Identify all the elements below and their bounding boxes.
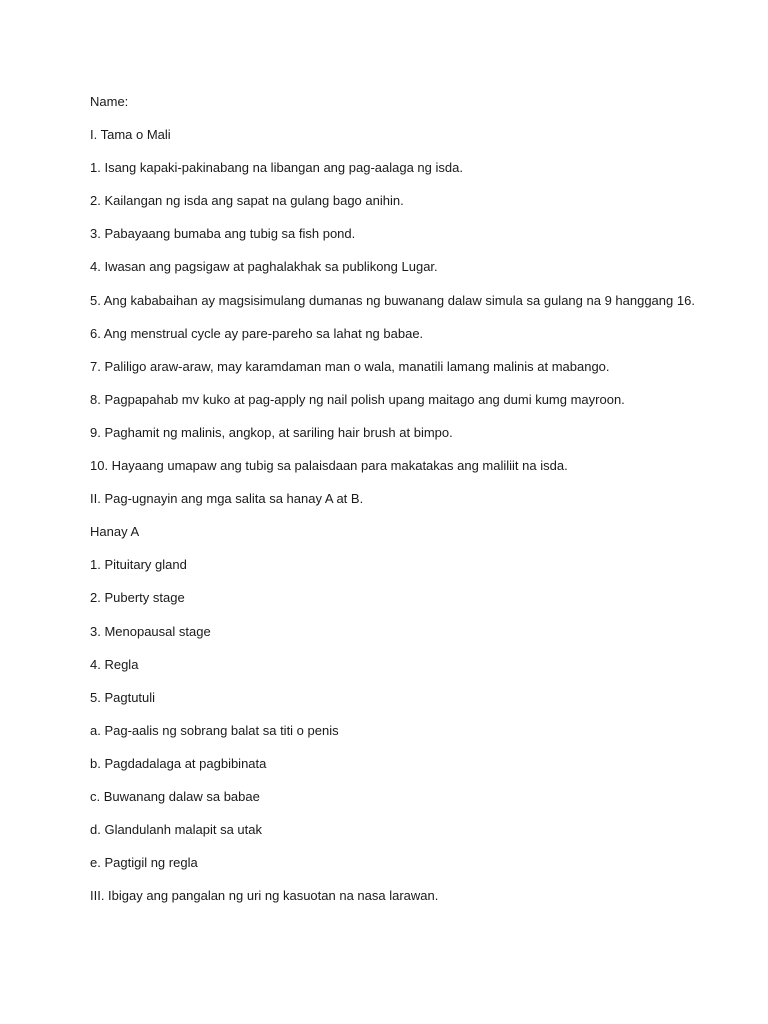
tama-o-mali-item: 1. Isang kapaki-pakinabang na libangan ang pag-aalaga ng isda. (90, 160, 463, 176)
hanay-a-item: 1. Pituitary gland (90, 557, 187, 573)
tama-o-mali-item: 2. Kailangan ng isda ang sapat na gulang bago anihin. (90, 193, 404, 209)
tama-o-mali-item: 10. Hayaang umapaw ang tubig sa palaisdaan para makatakas ang maliliit na isda. (90, 458, 568, 474)
section1-heading: I. Tama o Mali (90, 127, 171, 143)
hanay-a-item: 5. Pagtutuli (90, 689, 156, 705)
hanay-b-item: e. Pagtigil ng regla (90, 855, 198, 871)
hanay-a-item: 3. Menopausal stage (90, 623, 211, 639)
document-content (90, 93, 730, 920)
hanay-b-item: c. Buwanang dalaw sa babae (90, 788, 260, 804)
tama-o-mali-item: 8. Pagpapahab mv kuko at pag-apply ng nail polish upang maitago ang dumi kumg mayroon. (90, 391, 625, 407)
hanay-a-label: Hanay A (90, 524, 140, 540)
hanay-b-item: b. Pagdadalaga at pagbibinata (90, 755, 267, 771)
tama-o-mali-item: 3. Pabayaang bumaba ang tubig sa fish pond. (90, 226, 356, 242)
hanay-b-item: d. Glandulanh malapit sa utak (90, 822, 262, 838)
section3-heading: III. Ibigay ang pangalan ng uri ng kasuotan na nasa larawan. (90, 888, 439, 904)
tama-o-mali-item: 6. Ang menstrual cycle ay pare-pareho sa lahat ng babae. (90, 325, 424, 341)
tama-o-mali-item: 9. Paghamit ng malinis, angkop, at sariling hair brush at bimpo. (90, 424, 453, 440)
tama-o-mali-item: 7. Paliligo araw-araw, may karamdaman man o wala, manatili lamang malinis at mabango. (90, 358, 610, 374)
name-label: Name: (90, 94, 129, 109)
hanay-a-item: 4. Regla (90, 656, 139, 672)
tama-o-mali-item: 4. Iwasan ang pagsigaw at paghalakhak sa publikong Lugar. (90, 259, 438, 275)
section2-heading: II. Pag-ugnayin ang mga salita sa hanay A at B. (90, 491, 364, 507)
tama-o-mali-item: 5. Ang kababaihan ay magsisimulang dumanas ng buwanang dalaw simula sa gulang na 9 hanggang 16. (90, 292, 695, 308)
hanay-a-item: 2. Puberty stage (90, 590, 185, 606)
hanay-b-item: a. Pag-aalis ng sobrang balat sa titi o penis (90, 722, 339, 738)
